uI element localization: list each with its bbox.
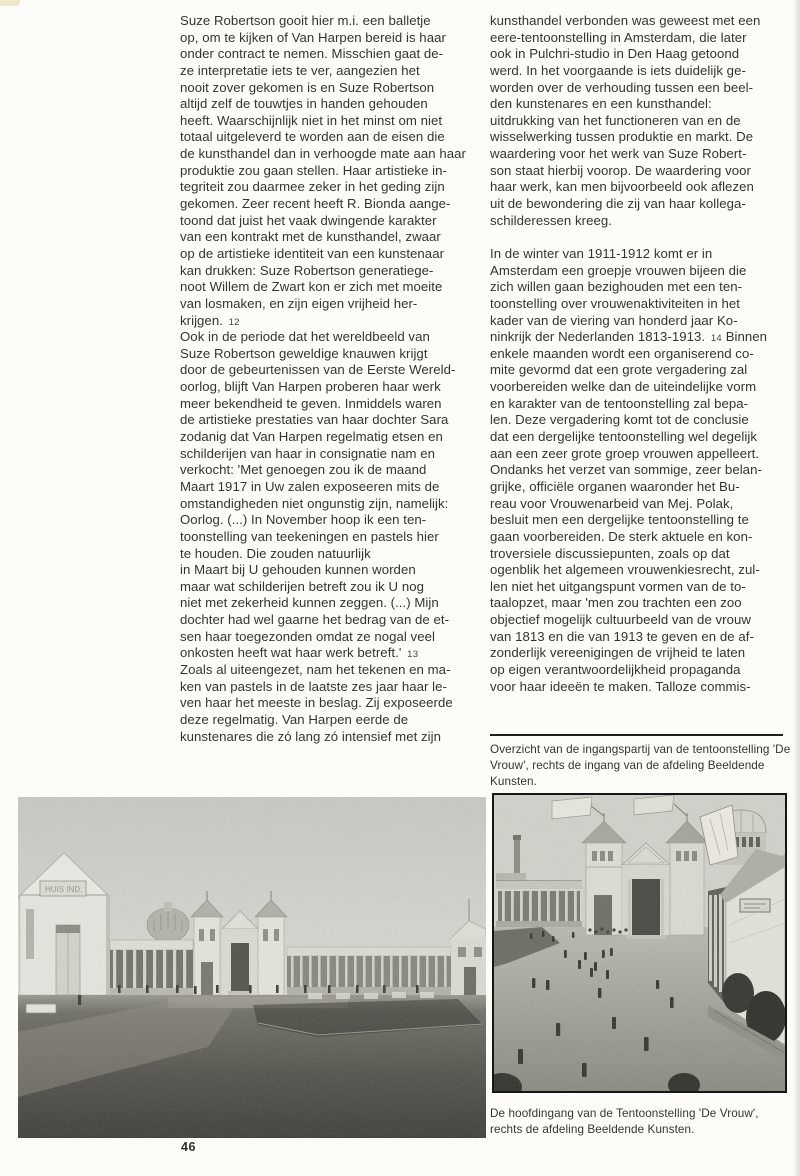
text-column-left <box>180 13 482 745</box>
text-line: worden over de verhouding tussen een beel- <box>490 79 754 95</box>
text-line: len. Deze vergadering komt tot de conclusie <box>490 412 749 428</box>
text-line: op de artistieke identiteit van een kunstenaar <box>180 245 445 261</box>
text-line: niet met zekerheid kunnen zeggen. (...) Mijn <box>180 595 439 611</box>
text-line: Amsterdam een groepje vrouwen bijeen die <box>490 262 747 278</box>
text-line: tegriteit zou daarmee zeker in het geding zijn <box>180 179 445 195</box>
text-line: gekomen. Zeer recent heeft R. Bionda aange- <box>180 196 451 212</box>
text-line: altijd zelf de touwtjes in handen gehouden <box>180 96 428 112</box>
text-line: toonstelling over vrouwenaktiviteiten in het <box>490 295 740 311</box>
text-line: Overzicht van de ingangspartij van de tentoonstelling 'De <box>490 743 791 756</box>
text-line: te houden. Die zouden natuurlijk <box>180 545 371 561</box>
text-line: Suze Robertson geweldige knauwen krijgt <box>180 345 428 361</box>
text-line: reau voor Vrouwenarbeid van Mej. Polak, <box>490 495 734 511</box>
caption-main-entrance <box>490 1106 792 1138</box>
text-line: gaan voorbereiden. De sterk aktuele en kon- <box>490 528 753 544</box>
photo-exhibition-courtyard <box>18 797 486 1138</box>
text-line: ken van pastels in de laatste zes jaar haar le- <box>180 678 447 694</box>
exhibition-courtyard-image <box>18 797 486 1138</box>
text-line: besluit men een dergelijke tentoonstelling te <box>490 512 749 528</box>
text-line <box>490 229 792 246</box>
text-line: onder contract te nemen. Misschien gaat de- <box>180 46 444 62</box>
text-line: zich willen gaan bezighouden met een ten- <box>490 279 743 295</box>
text-line: toond dat juist het vaak dwingende karakter <box>180 212 437 228</box>
text-line: noot Willem de Zwart kon er zich met moeite <box>180 279 443 295</box>
caption-overview <box>490 742 792 790</box>
text-line: In de winter van 1911-1912 komt er in <box>490 245 713 261</box>
text-line: deze regelmatig. Van Harpen eerde de <box>180 711 409 727</box>
text-line: haar werk, kan men bijvoorbeeld ook aflezen <box>490 179 754 195</box>
text-line: Kunsten. <box>490 775 537 788</box>
main-entrance-image <box>494 795 785 1091</box>
text-line: uit de bewondering die zij van haar kollega- <box>490 196 746 212</box>
text-line: voorbereiden welke dan de uiteindelijke vorm <box>490 379 757 395</box>
text-line: krijgen. 12 <box>180 312 240 328</box>
text-line: heeft. Waarschijnlijk niet in het minst om niet <box>180 112 443 128</box>
text-line: uitdrukking van het functioneren van en de <box>490 112 741 128</box>
text-line: son staat hierbij voorop. De waardering voor <box>490 162 751 178</box>
text-line: ze interpretatie iets te ver, aangezien het <box>180 62 420 78</box>
text-line: enkele maanden wordt een organiserend co- <box>490 345 754 361</box>
text-line: onkosten heeft wat haar werk betreft.' 13 <box>180 645 419 661</box>
text-line: schilderijen van haar in consignatie nam en <box>180 445 436 461</box>
text-column-right <box>490 13 792 695</box>
text-line: kunstenares die zó lang zó intensief met zijn <box>180 728 442 744</box>
text-line: aan een zeer grote groep vrouwen appelleert. <box>490 445 760 461</box>
text-line: op eigen verantwoordelijkheid propaganda <box>490 661 741 677</box>
text-line: Vrouw', rechts de ingang van de afdeling Beeldende <box>490 759 765 772</box>
text-line: werd. In het voorgaande is iets duidelijk ge- <box>490 62 746 78</box>
text-line: ogenblik het algemeen vrouwenkiesrecht, zul- <box>490 562 760 578</box>
footnote-ref: 14 <box>710 333 722 345</box>
text-line: mite gevormd dat een grote vergadering zal <box>490 362 748 378</box>
text-line: totaal uitgeleverd te worden aan de eisen die <box>180 129 445 145</box>
text-line: en karakter van de tentoonstelling zal bepa- <box>490 395 749 411</box>
text-line: voor haar ideeën te maken. Talloze commis- <box>490 678 751 694</box>
text-line: kader van de viering van honderd jaar Ko- <box>490 312 738 328</box>
page-edge-shadow <box>793 0 800 1176</box>
text-line: De hoofdingang van de Tentoonstelling 'De Vrouw', <box>490 1107 759 1120</box>
footnote-ref: 13 <box>407 649 419 661</box>
text-line: van 1813 en die van 1913 te geven en de af- <box>490 628 754 644</box>
text-line: Ondanks het verzet van sommige, zeer belan- <box>490 462 762 478</box>
text-line: de kunsthandel dan in verhoogde mate aan haar <box>180 146 466 162</box>
footnote-ref: 12 <box>228 316 240 328</box>
text-line: dat een dergelijke tentoonstelling wel degelijk <box>490 429 758 445</box>
text-line: in Maart bij U gehouden kunnen worden <box>180 562 416 578</box>
text-line: schilderessen kreeg. <box>490 212 612 228</box>
text-line: len niet het uitgangspunt vormen van de to- <box>490 578 746 594</box>
text-line: taalopzet, maar 'men zou trachten een zoo <box>490 595 742 611</box>
text-line: zonderlijk vereenigingen de vrijheid te laten <box>490 645 746 661</box>
text-line: maar wat schilderijen betreft zou ik U nog <box>180 578 424 594</box>
text-line: produktie zou gaan stellen. Haar artistieke in- <box>180 162 447 178</box>
text-line: van losmaken, en zijn eigen vrijheid her- <box>180 295 418 311</box>
text-line: Maart 1917 in Uw zalen exposeeren mits de <box>180 478 440 494</box>
text-line: ven haar het meeste in beslag. Zij exposeerde <box>180 695 453 711</box>
text-line: eere-tentoonstelling in Amsterdam, die later <box>490 29 747 45</box>
text-line: oorlog, blijft Van Harpen proberen haar werk <box>180 379 441 395</box>
photo-main-entrance <box>492 793 787 1093</box>
text-line: Zoals al uiteengezet, nam het tekenen en ma- <box>180 661 451 677</box>
text-line: rechts de afdeling Beeldende Kunsten. <box>490 1123 695 1136</box>
text-line: de artistieke prestaties van haar dochter Sara <box>180 412 449 428</box>
text-line: van een kontrakt met de kunsthandel, zwaar <box>180 229 441 245</box>
text-line: verkocht: 'Met genoegen zou ik de maand <box>180 462 427 478</box>
text-line: grijke, officiële organen waaronder het Bu- <box>490 478 740 494</box>
text-line: kan drukken: Suze Robertson generatiege- <box>180 262 434 278</box>
text-line: kunsthandel verbonden was geweest met een <box>490 13 761 28</box>
scan-corner-mark <box>0 0 20 6</box>
caption-divider-rule <box>490 734 783 736</box>
text-line: op, om te kijken of Van Harpen bereid is haar <box>180 29 446 45</box>
text-line: zodanig dat Van Harpen regelmatig etsen en <box>180 429 443 445</box>
text-line: ook in Pulchri-studio in Den Haag getoond <box>490 46 740 62</box>
text-line: objectief mogelijk cultuurbeeld van de vrouw <box>490 612 751 628</box>
text-line: omstandigheden niet ongunstig zijn, namelijk: <box>180 495 449 511</box>
text-line: dochter had wel gaarne het bedrag van de et- <box>180 612 450 628</box>
text-line: Oorlog. (...) In November hoop ik een ten- <box>180 512 427 528</box>
text-line: wisselwerking tussen produktie en markt. De <box>490 129 754 145</box>
page-number: 46 <box>181 1140 196 1154</box>
text-line: meer bekendheid te geven. Inmiddels waren <box>180 395 442 411</box>
text-line: ninkrijk der Nederlanden 1813-1913. 14 Binnen <box>490 329 768 345</box>
pavilion-sign-text: HUIS IND. <box>45 885 83 894</box>
text-line: door de gebeurtenissen van de Eerste Wereld- <box>180 362 456 378</box>
text-line: den kunstenares en een kunsthandel: <box>490 96 712 112</box>
text-line: sen haar toegezonden omdat ze nogal veel <box>180 628 435 644</box>
text-line: Ook in de periode dat het wereldbeeld van <box>180 329 430 345</box>
text-line: Suze Robertson gooit hier m.i. een balletje <box>180 13 431 28</box>
text-line: waardering voor het werk van Suze Robert- <box>490 146 747 162</box>
text-line: toonstelling van teekeningen en pastels hier <box>180 528 439 544</box>
text-line: nooit zover gekomen is en Suze Robertson <box>180 79 435 95</box>
text-line: troversiele discussiepunten, zoals op dat <box>490 545 730 561</box>
